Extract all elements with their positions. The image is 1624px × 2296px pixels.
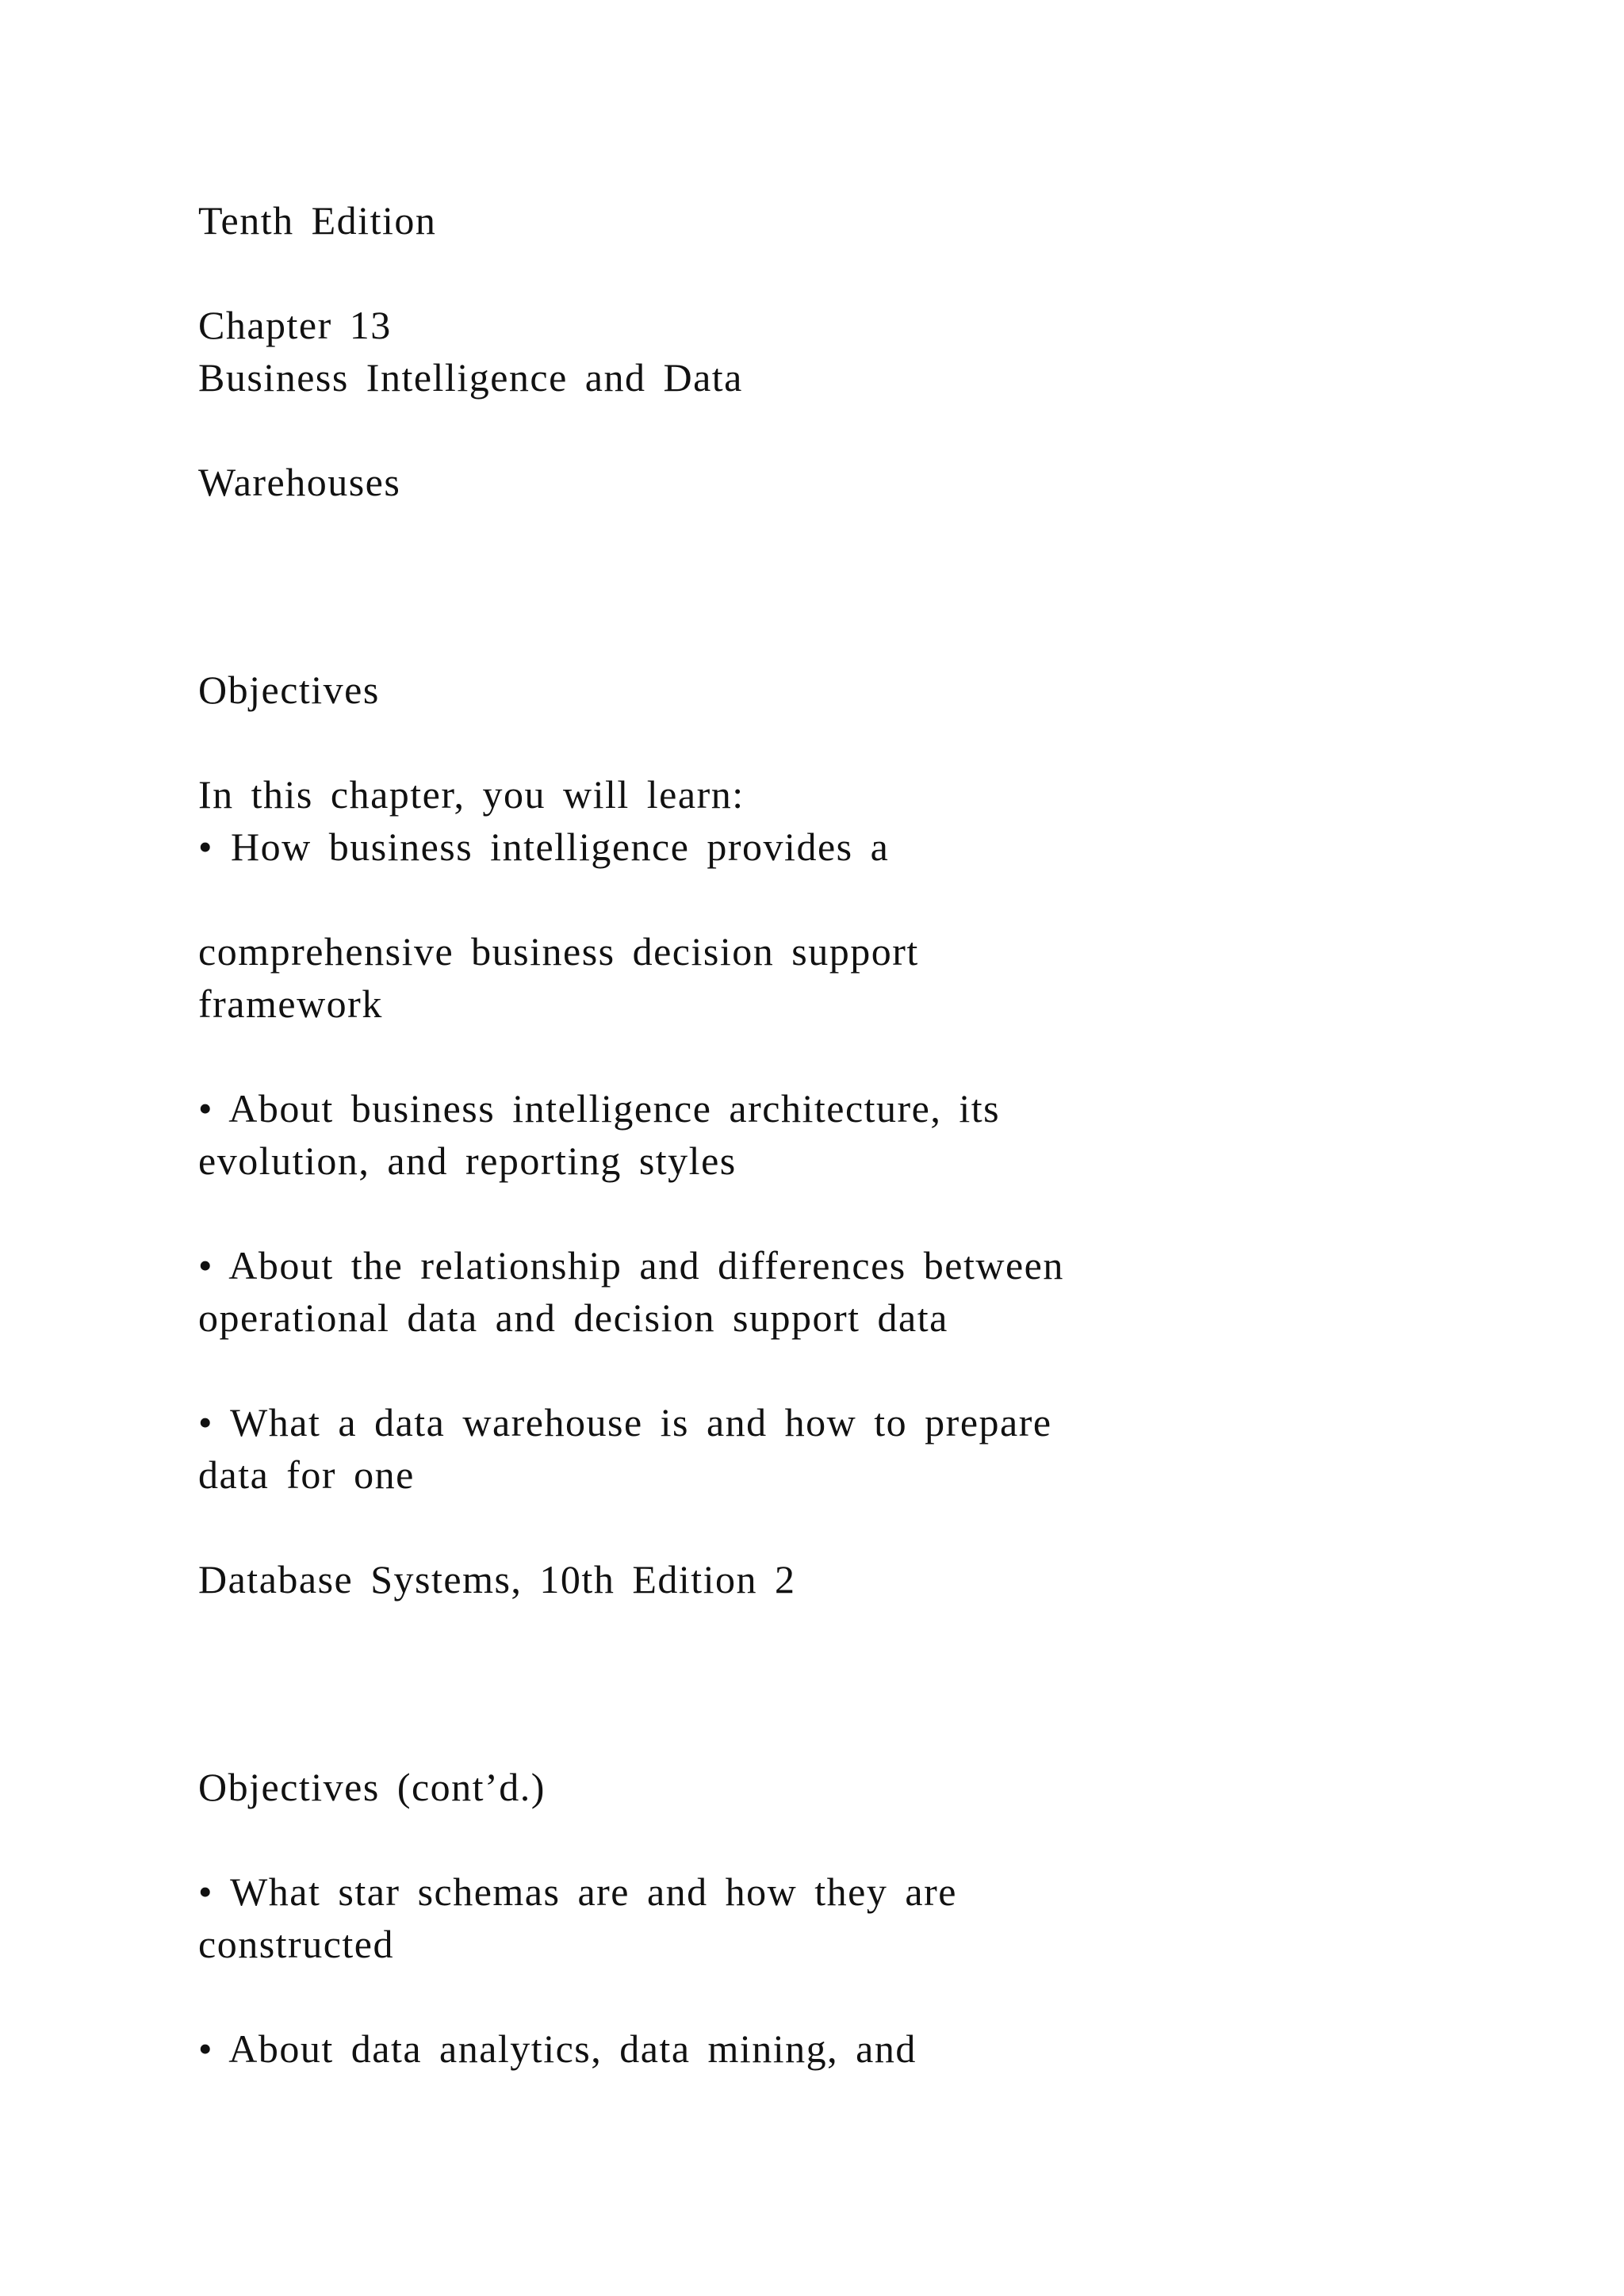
bullet-line: • How business intelligence provides a bbox=[198, 825, 890, 869]
bullet-line: • What a data warehouse is and how to prepare bbox=[198, 1400, 1052, 1445]
bullet-line: comprehensive business decision support bbox=[198, 929, 919, 974]
bullet-line: framework bbox=[198, 982, 383, 1026]
objectives-heading: Objectives bbox=[198, 668, 380, 712]
chapter-title-line-1: Business Intelligence and Data bbox=[198, 355, 743, 400]
bullet-line: • About data analytics, data mining, and bbox=[198, 2026, 917, 2071]
slide-footer: Database Systems, 10th Edition 2 bbox=[198, 1557, 796, 1601]
bullet-line: • About the relationship and differences between bbox=[198, 1243, 1064, 1288]
edition-line: Tenth Edition bbox=[198, 198, 437, 243]
objectives-intro: In this chapter, you will learn: bbox=[198, 772, 745, 817]
bullet-line: • What star schemas are and how they are bbox=[198, 1869, 957, 1914]
chapter-title-line-2: Warehouses bbox=[198, 460, 401, 504]
bullet-line: • About business intelligence architecture, its bbox=[198, 1086, 1001, 1131]
objectives-contd-heading: Objectives (cont’d.) bbox=[198, 1765, 546, 1809]
bullet-line: evolution, and reporting styles bbox=[198, 1138, 737, 1183]
bullet-line: constructed bbox=[198, 1922, 394, 1966]
bullet-line: data for one bbox=[198, 1452, 415, 1497]
bullet-line: operational data and decision support data bbox=[198, 1295, 948, 1340]
chapter-number: Chapter 13 bbox=[198, 303, 392, 347]
